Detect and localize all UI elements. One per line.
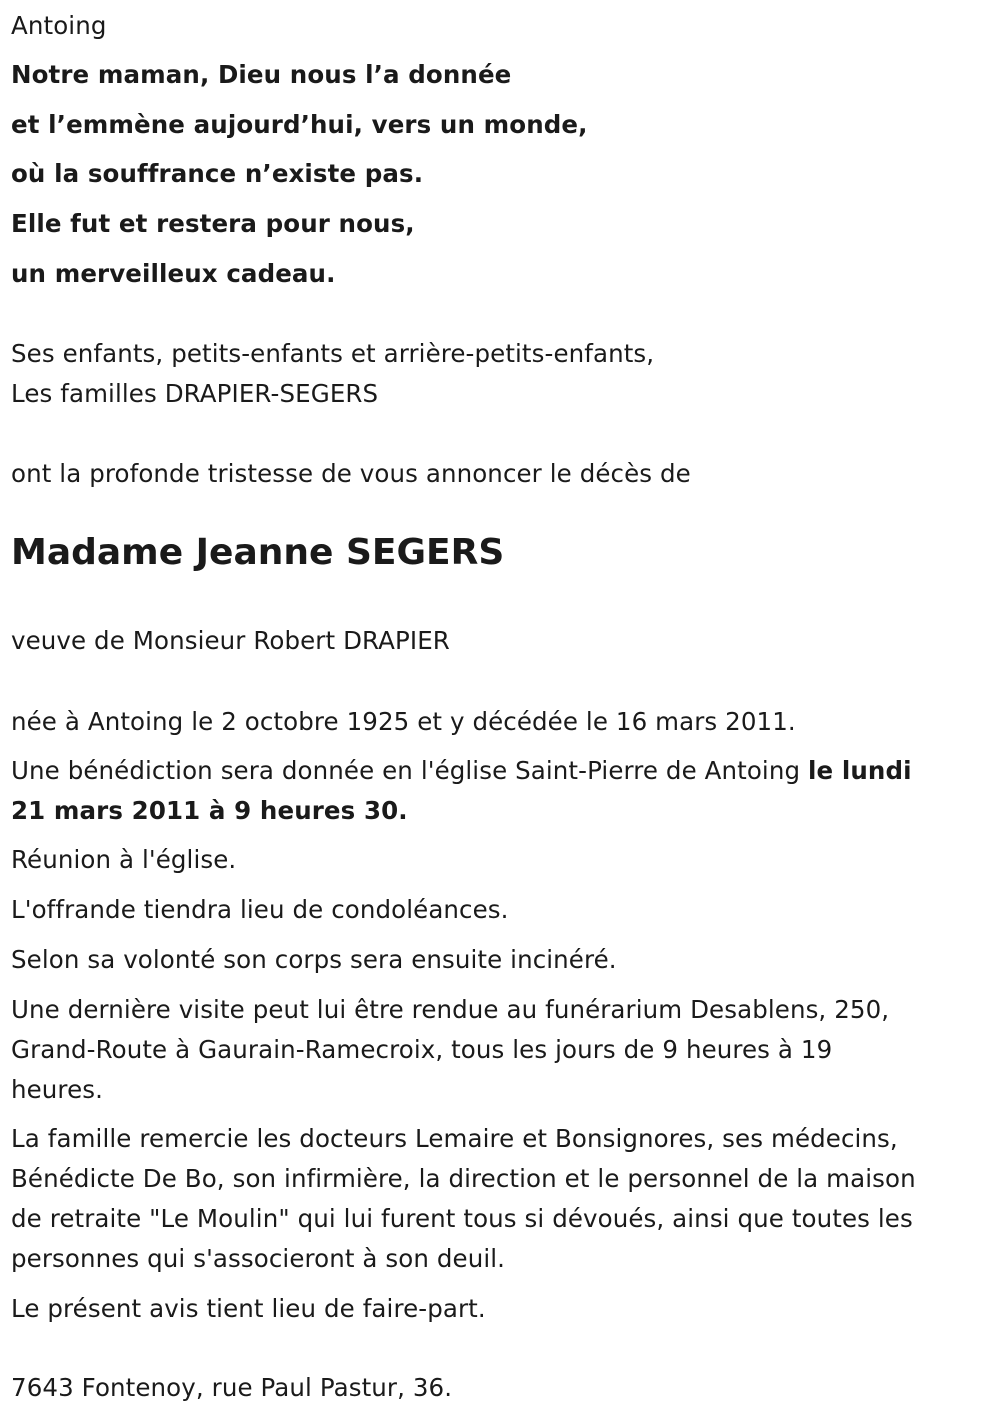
blessing-text: Une bénédiction sera donnée en l'église Saint-Pierre de Antoing [11,756,809,785]
birth-death: née à Antoing le 2 octobre 1925 et y décédée le 16 mars 2011. [11,707,796,736]
poem-line-1: Notre maman, Dieu nous l’a donnée [11,60,512,89]
family-line-1: Ses enfants, petits-enfants et arrière-petits-enfants, [11,339,655,368]
blessing-time: 21 mars 2011 à 9 heures 30. [11,796,408,825]
thanks-line-4: personnes qui s'associeront à son deuil. [11,1244,506,1273]
widow-of: veuve de Monsieur Robert DRAPIER [11,626,450,655]
visit-line-1: Une dernière visite peut lui être rendue au funérarium Desablens, 250, [11,995,890,1024]
thanks-line-1: La famille remercie les docteurs Lemaire et Bonsignores, ses médecins, [11,1124,898,1153]
poem-line-2: et l’emmène aujourd’hui, vers un monde, [11,110,588,139]
poem-line-5: un merveilleux cadeau. [11,259,336,288]
poem-line-4: Elle fut et restera pour nous, [11,209,415,238]
deceased-name: Madame Jeanne SEGERS [11,532,505,573]
announcement: ont la profonde tristesse de vous annoncer le décès de [11,459,691,488]
thanks-line-3: de retraite "Le Moulin" qui lui furent tous si dévoués, ainsi que toutes les [11,1204,913,1233]
blessing-date: le lundi [808,756,912,785]
blessing-paragraph [11,751,986,831]
offering: L'offrande tiendra lieu de condoléances. [11,895,509,924]
visit-line-3: heures. [11,1075,103,1104]
poem-line-3: où la souffrance n’existe pas. [11,159,424,188]
family-line-2: Les familles DRAPIER-SEGERS [11,379,379,408]
location: Antoing [11,11,107,40]
visit-line-2: Grand-Route à Gaurain-Ramecroix, tous les jours de 9 heures à 19 [11,1035,833,1064]
address: 7643 Fontenoy, rue Paul Pastur, 36. [11,1373,453,1402]
meeting: Réunion à l'église. [11,845,237,874]
thanks-line-2: Bénédicte De Bo, son infirmière, la direction et le personnel de la maison [11,1164,916,1193]
cremation: Selon sa volonté son corps sera ensuite incinéré. [11,945,617,974]
notice: Le présent avis tient lieu de faire-part. [11,1294,486,1323]
